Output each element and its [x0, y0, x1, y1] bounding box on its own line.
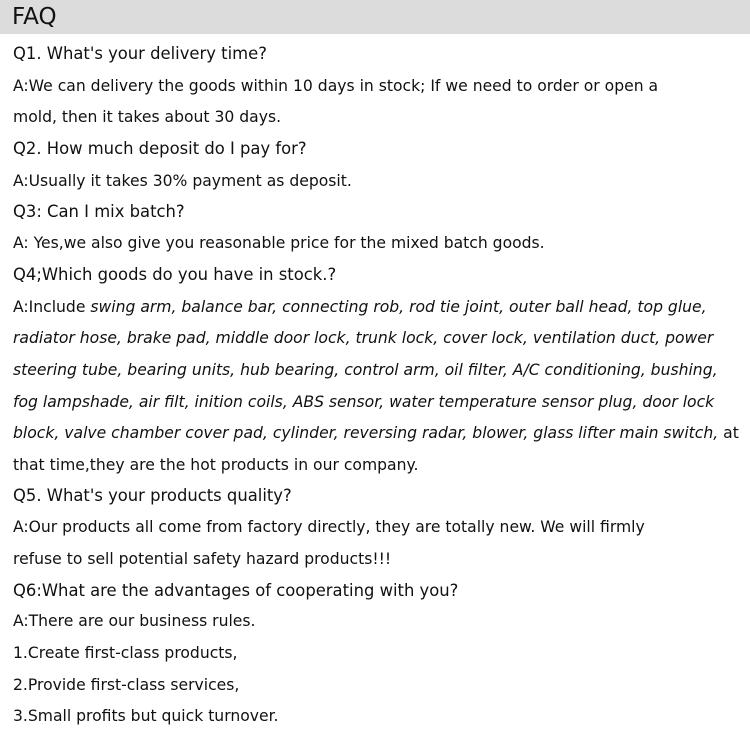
- q3-answer: A: Yes,we also give you reasonable price for the mixed batch goods.: [13, 234, 545, 252]
- q2-question: Q2. How much deposit do I pay for?: [13, 139, 307, 158]
- q6-rule-3: 3.Small profits but quick turnover.: [13, 707, 279, 725]
- q5-answer-line-2: refuse to sell potential safety hazard products!!!: [13, 550, 392, 568]
- q6-rule-1: 1.Create first-class products,: [13, 644, 238, 662]
- q4-answer-line-5-tail: at: [718, 424, 739, 442]
- q4-stock-items-1: swing arm, balance bar, connecting rob, rod tie joint, outer ball head, top glue,: [90, 298, 707, 316]
- q1-question: Q1. What's your delivery time?: [13, 44, 267, 63]
- q3-question: Q3: Can I mix batch?: [13, 202, 185, 221]
- q1-answer-line-1: A:We can delivery the goods within 10 days in stock; If we need to order or open a: [13, 77, 659, 95]
- q4-answer-line-2: radiator hose, brake pad, middle door lock, trunk lock, cover lock, ventilation duct, power: [13, 329, 714, 347]
- q4-stock-items-5: block, valve chamber cover pad, cylinder, reversing radar, blower, glass lifter main switch,: [13, 424, 719, 442]
- q2-answer: A:Usually it takes 30% payment as deposit.: [13, 172, 352, 190]
- q4-answer-line-6: that time,they are the hot products in our company.: [13, 456, 419, 474]
- q4-answer-line-5: [13, 422, 739, 444]
- q5-answer-line-1: A:Our products all come from factory directly, they are totally new. We will firmly: [13, 518, 645, 536]
- q6-answer-intro: A:There are our business rules.: [13, 612, 256, 630]
- faq-header: [0, 0, 750, 34]
- q4-question: Q4;Which goods do you have in stock.?: [13, 265, 337, 284]
- q4-answer-line-3: steering tube, bearing units, hub bearing, control arm, oil filter, A/C conditioning, bushing,: [13, 361, 718, 379]
- q4-answer-line-4: fog lampshade, air filt, inition coils, ABS sensor, water temperature sensor plug, door lock: [13, 393, 715, 411]
- q1-answer-line-2: mold, then it takes about 30 days.: [13, 108, 282, 126]
- q6-question: Q6:What are the advantages of cooperating with you?: [13, 581, 459, 600]
- q4-answer-prefix: A:Include: [13, 298, 91, 316]
- q6-rule-2: 2.Provide first-class services,: [13, 676, 240, 694]
- faq-title: FAQ: [12, 4, 57, 30]
- q5-question: Q5. What's your products quality?: [13, 486, 292, 505]
- q4-answer-line-1: [13, 296, 707, 318]
